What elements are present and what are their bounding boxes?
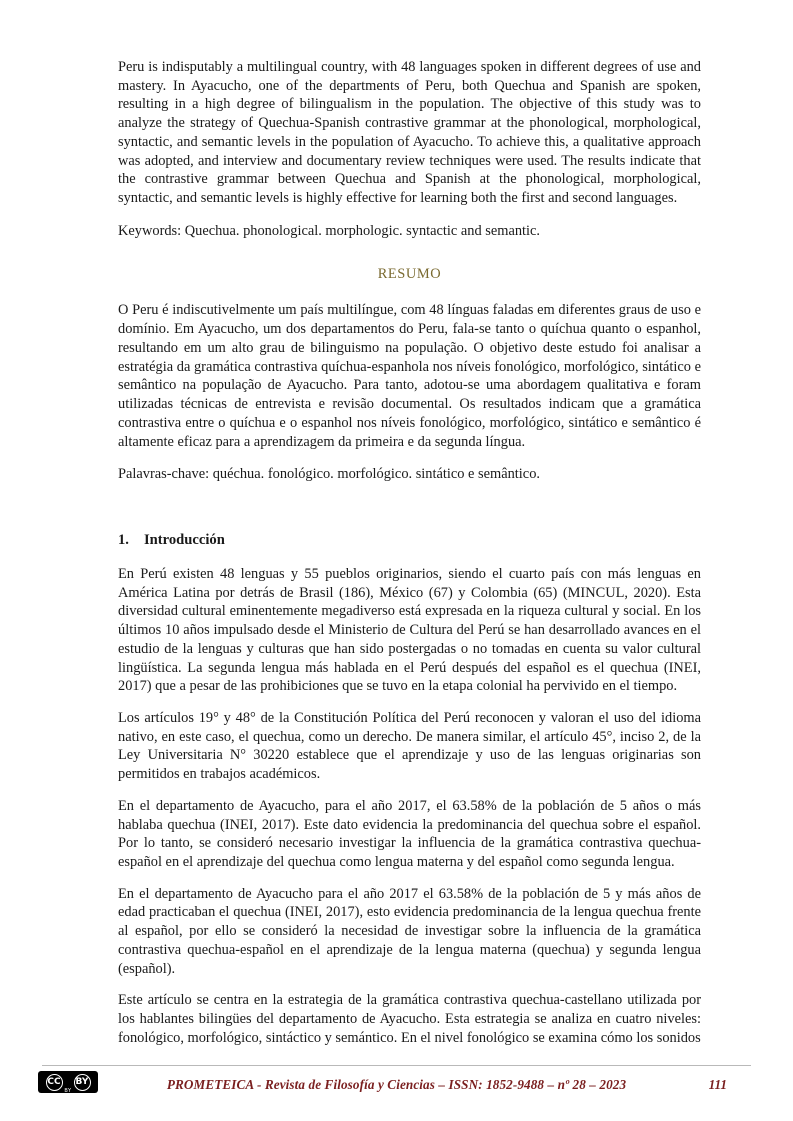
section-heading-introduccion: [118, 532, 701, 549]
paragraph-5: Este artículo se centra en la estrategia de la gramática contrastiva quechua-castellano utilizada por los hablantes bilingües del departamento de Ayacucho. Esta estrategia se analiza en cuatro niveles: fonológico, morfológico, sintáctico y semántico. En el nivel fonológico se examina cómo los sonidos: [118, 992, 701, 1046]
footer-page-number: 111: [708, 1077, 727, 1092]
paragraph-3: En el departamento de Ayacucho, para el año 2017, el 63.58% de la población de 5 años o más hablaba quechua (INEI, 2017). Este dato evidencia la predominancia del quechua sobre el español. Por lo tanto, se consideró necesario investigar la influencia de la gramática contrastiva quechua-español en el aprendizaje del quechua como lengua materna y del español como segunda lengua.: [118, 797, 701, 870]
spacer: [118, 510, 701, 532]
license-caption: BY: [64, 1088, 72, 1094]
paragraph-4: En el departamento de Ayacucho para el año 2017 el 63.58% de la población de 5 y más años de edad practicaban el quechua (INEI, 2017), esto evidencia predominancia de la lengua quechua frente al español, por ello se consideró la necesidad de investigar sobre la influencia de la gramática contrastiva quechua-español en el aprendizaje de la lengua materna (quechua) y segunda lengua (español).: [118, 885, 701, 977]
abstract-portuguese: O Peru é indiscutivelmente um país multilíngue, com 48 línguas faladas em diferentes graus de uso e domínio. Em Ayacucho, um dos departamentos do Peru, fala-se tanto o quíchua quanto o espanhol, resultando em um alto grau de bilinguismo na população. O objetivo deste estudo foi analisar a estratégia da gramática contrastiva quíchua-espanhola nos níveis fonológico, morfológico, sintático e semântico na população de Ayacucho. Para tanto, adotou-se uma abordagem qualitativa e foram utilizadas técnicas de entrevista e revisão documental. Os resultados indicam que a gramática contrastiva entre o quíchua e o espanhol nos níveis fonológico, morfológico, sintático e semântico é altamente eficaz para a aprendizagem da primeira e da segunda língua.: [118, 302, 701, 450]
by-icon: BY: [74, 1074, 91, 1091]
paragraph-2: Los artículos 19° y 48° de la Constitución Política del Perú reconocen y valoran el uso del idioma nativo, en este caso, el quechua, como un derecho. De manera similar, el artículo 45°, inciso 2, de la Ley Universitaria N° 30220 establece que el aprendizaje y uso de las lenguas originarias son permitidos en trabajos académicos.: [118, 709, 701, 783]
abstract-english: Peru is indisputably a multilingual country, with 48 languages spoken in different degrees of use and mastery. In Ayacucho, one of the departments of Peru, both Quechua and Spanish are spoken, resulting in a high degree of bilingualism in the population. The objective of this study was to analyze the strategy of Quechua-Spanish contrastive grammar at the phonological, morphological, syntactic, and semantic levels in the population of Ayacucho. To achieve this, a qualitative approach was adopted, and interview and documentary review techniques were used. The results indicate that the contrastive grammar between Quechua and Spanish at the phonological, morphological, syntactic, and semantic levels is highly effective for learning both the first and second languages.: [118, 59, 701, 207]
footer-divider: [42, 1065, 751, 1066]
section-title: Introducción: [144, 531, 225, 548]
resumo-heading: RESUMO: [377, 266, 442, 283]
section-number: 1.: [118, 531, 129, 548]
page-footer: [0, 1059, 793, 1121]
keywords-portuguese: Palavras-chave: quéchua. fonológico. morfológico. sintático e semântico.: [118, 466, 540, 483]
paragraph-1: En Perú existen 48 lenguas y 55 pueblos originarios, siendo el cuarto país con más lenguas en América Latina por detrás de Brasil (186), México (67) y Colombia (65) (MINCUL, 2020). Esta diversidad cultural eminentemente megadiverso está expresada en la riqueza cultural y social. En los últimos 10 años impulsado desde el Ministerio de Cultura del Perú se han desarrollado avances en el estudio de la lenguas y culturas que han sido postergadas o no tomadas en cuenta su valor cultural lingüística. La segunda lengua más hablada en el Perú después del español es el quechua (INEI, 2017) que a pesar de las prohibiciones que se tuvo en la etapa colonial ha pervivido en el tiempo.: [118, 565, 701, 695]
cc-icon: CC: [46, 1074, 63, 1091]
keywords-english: Keywords: Quechua. phonological. morphologic. syntactic and semantic.: [118, 222, 541, 239]
footer-journal-line: PROMETEICA - Revista de Filosofía y Ciencias – ISSN: 1852-9488 – nº 28 – 2023: [166, 1077, 627, 1092]
